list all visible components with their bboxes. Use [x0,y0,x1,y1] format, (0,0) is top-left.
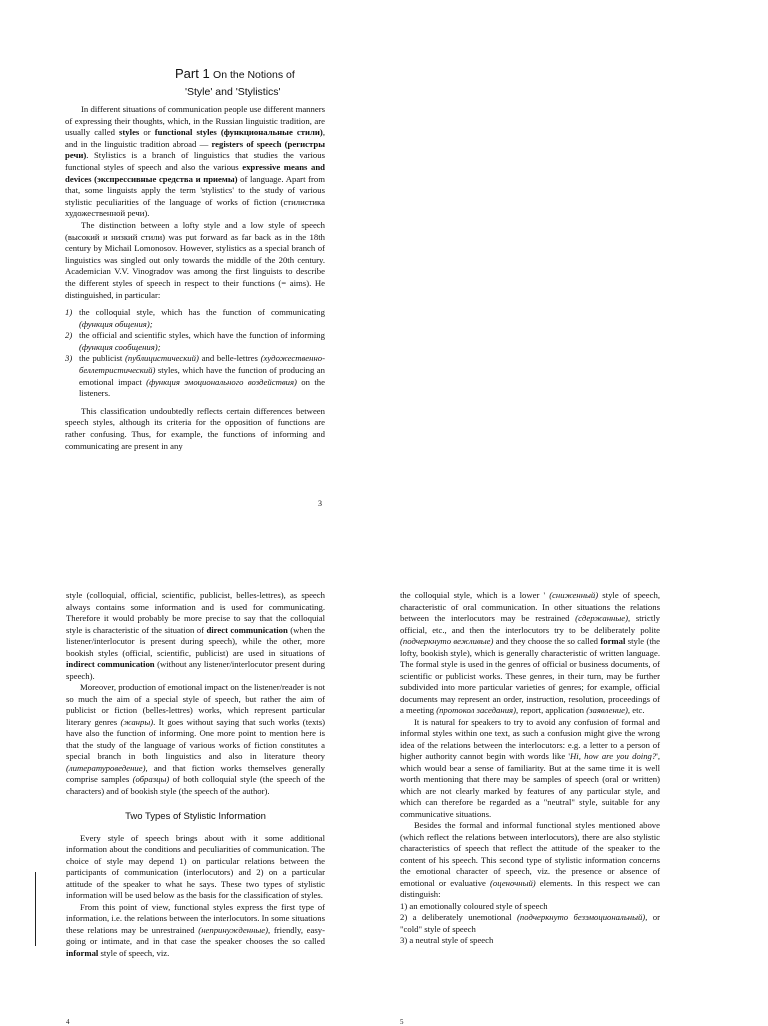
title-rest: On the Notions of [213,69,295,81]
paragraph: The distinction between a lofty style and a low style of speech (высокий и низкий стили) was put forward as far back as in the 18th century by Michail Lomonosov. However, stylistics as a special branch of linguistics was singled out only towards the middle of the 20th century. Academician V.V. Vinogradov was among the first linguists to describe the different styles of speech in respect to their functions (= aims). He distinguished, in particular: [65,219,325,300]
paragraph: the colloquial style, which is a lower ' (сниженный) style of speech, characteristic of oral communication. In other situations the relations between the interlocutors may be restrained (сдержанные), strictly official, etc., and then the interlocutors try to be deliberately polite (подчеркнуто вежливые) and they choose the so called formal style (the lofty, bookish style), which is generally characteristic of written language. The formal style is used in the genres of official or business documents, of scientific or publicist works. These genres, in their turn, may be further subdivided into more particular varieties of genres; for example, official documents may represent an order, instruction, resolution, proceedings of a meeting (протокол заседания), report, application (заявление), etc. [400,590,660,715]
paragraph: In different situations of communication people use different manners of expressing their thoughts, which, in the Russian linguistic tradition, are usually called styles or functional styles (функциональные стили), and in the linguistic tradition abroad — registers of speech (регистры речи). Stylistics is a branch of linguistics that studies the various functional styles of speech and also the various expressive means and devices (экспрессивные средства и приемы) of language. Apart from that, some linguists apply the term 'stylistics' to the study of various stylistic peculiarities of the language of works of fiction (стилистика художественной речи). [65,104,326,219]
list-item: 3) the publicist (публицистический) and belle-lettres (художественно-беллетристический) styles, which have the function of producing an emotional impact (функция эмоционального воздействия) on the listeners. [65,353,326,399]
title-line-1 [175,66,295,81]
paragraph: Every style of speech brings about with it some additional information about the conditions and peculiarities of communication. The choice of style may depend 1) on particular relations between the participants of communication (interlocutors) and 2) on a particular attitude of the speaker to what he says. These two types of stylistic information will be used below as the basis for the classification of styles. [66,832,325,900]
page-number-left: 4 [66,1018,70,1026]
paragraph: Moreover, production of emotional impact on the listener/reader is not so much the aim of a special style of speech, but rather the aim of publicist or fiction (belles-lettres) works, which represent particular literary genres (жанры). It goes without saying that such works (texts) have also the function of informing. One more point to mention here is that the study of the language of various works of fiction constitutes a special branch in both linguistics and also in literature theory (литературоведение), and that fiction works themselves generally comprise samples (образцы) of both colloquial style (the speech of the characters) and of bookish style (the speech of the author). [66,682,325,796]
list-number: 3) [65,353,73,364]
list-item: 1) the colloquial style, which has the function of communicating (функция общения); [65,307,325,329]
page-number-right: 5 [400,1018,404,1026]
list-number: 1) [65,307,73,318]
list-item: 2) the official and scientific styles, which have the function of informing (функция сообщения); [65,330,325,352]
list-item: 2) a deliberately unemotional (подчеркнуто безэмоциональный), or "cold" style of speech [400,912,660,934]
paragraph: Besides the formal and informal functional styles mentioned above (which reflect the relations between interlocutors), there are also stylistic characteristics of speech that reflect the attitude of the speaker to the content of his speech. This second type of stylistic information concerns the emotional character of speech, viz. the presence or absence of emotional or evaluative (оценочный) elements. In this respect we can distinguish: [400,820,660,899]
style-list [400,901,660,947]
title-part: Part 1 [175,66,210,81]
top-column [65,104,325,452]
section-title [175,66,295,98]
list-item: 1) an emotionally coloured style of speech [400,900,548,911]
paragraph: It is natural for speakers to try to avoid any confusion of formal and informal styles within one text, as such a confusion might give the wrong idea of the relations between the interlocutors: e.g. a letter to a person of higher authority cannot begin with words like 'Hi, how are you doing?', which would bear a sense of familiarity. But at the same time it is well worth mentioning that there may be samples of speech (oral or written) which are not clearly marked by features of any particular style, and which can therefore be regarded as a "neutral" style, suitable for any communicative situations. [400,716,660,819]
paragraph: style (colloquial, official, scientific, publicist, belles-lettres), as speech always contains some information and is used for communicating. Therefore it would probably be more precise to say that the colloquial style is characteristic of the situation of direct communication (when the listener/interlocutor is present during speech), while the other, more bookish styles (official, scientific, publicist) are used in situations of indirect communication (without any listener/interlocutor present during speech). [66,590,326,681]
list-number: 2) [65,330,73,341]
paragraph: From this point of view, functional styles express the first type of information, i.e. the relations between the interlocutors. In some situations these relations may be unrestrained (непринужденные), friendly, easy-going or intimate, and in that case the speaker chooses the so called informal style of speech, viz. [66,901,326,958]
list-item: 3) a neutral style of speech [400,935,494,945]
margin-line [35,872,36,946]
bottom-right-column [400,590,660,947]
functions-list [65,307,325,400]
paragraph: This classification undoubtedly reflects certain differences between speech styles, although its criteria for the opposition of functions are rather confusing. Thus, for example, the functions of informing and communicating are present in any [65,405,325,451]
section-heading: Two Types of Stylistic Information [125,811,266,822]
title-line-2: 'Style' and 'Stylistics' [185,86,281,98]
bottom-left-column [66,590,325,959]
page-number: 3 [318,499,322,508]
